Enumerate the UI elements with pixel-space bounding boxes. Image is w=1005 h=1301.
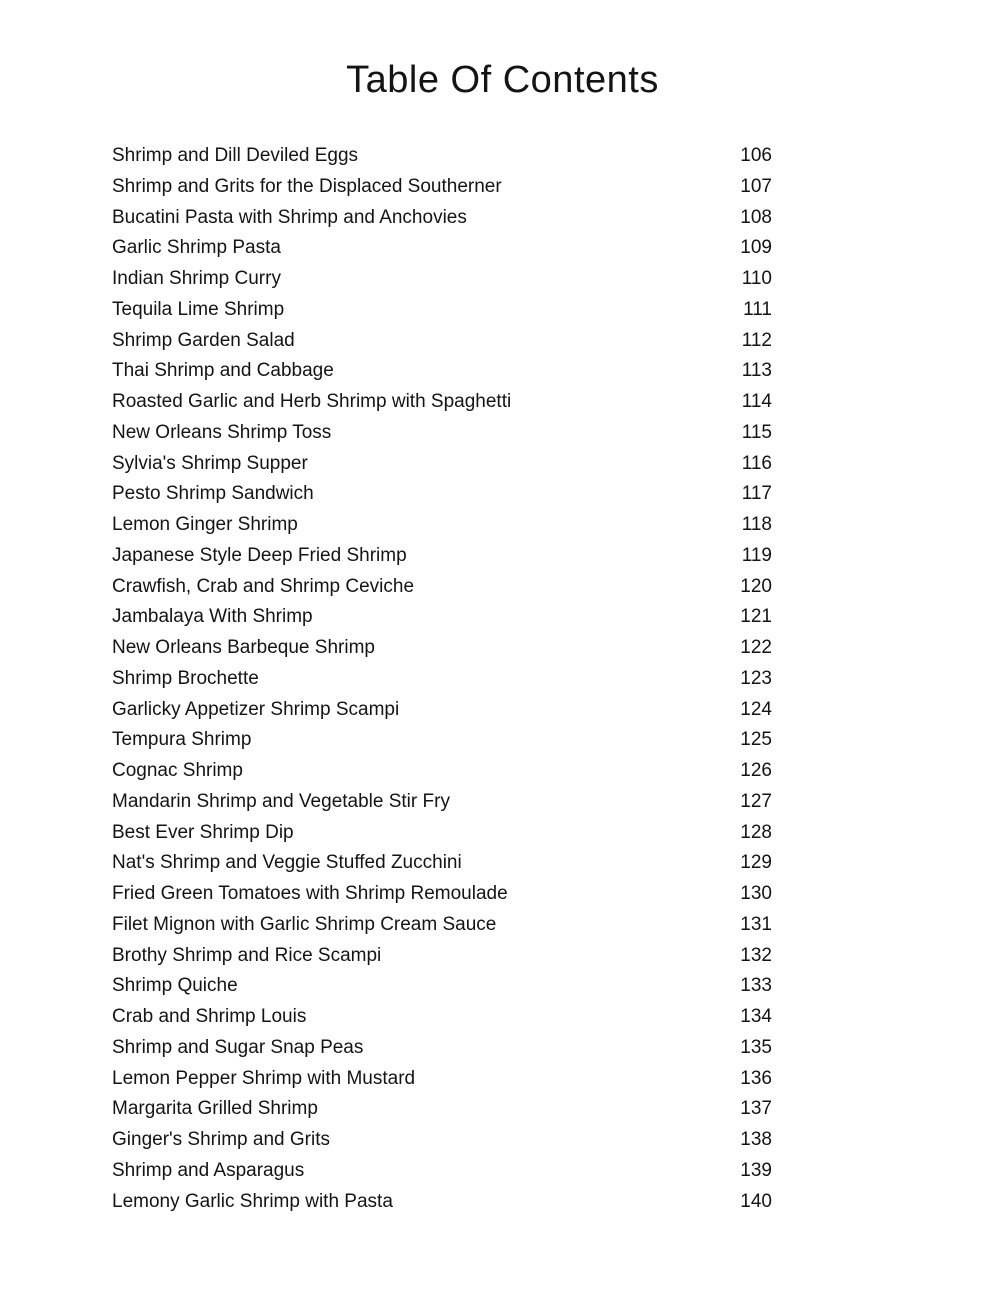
recipe-title: Garlic Shrimp Pasta bbox=[112, 237, 281, 259]
toc-row bbox=[112, 356, 772, 387]
page-number: 134 bbox=[740, 1006, 772, 1027]
recipe-title: Shrimp Garden Salad bbox=[112, 329, 295, 351]
recipe-title: Lemon Ginger Shrimp bbox=[112, 514, 298, 535]
page-number: 138 bbox=[740, 1129, 772, 1150]
recipe-title: Thai Shrimp and Cabbage bbox=[112, 360, 334, 382]
page-number: 140 bbox=[740, 1190, 772, 1212]
page-number: 110 bbox=[741, 268, 772, 289]
page-number: 114 bbox=[741, 391, 772, 412]
toc-row bbox=[112, 541, 772, 572]
toc-row bbox=[112, 479, 772, 510]
recipe-title: Tequila Lime Shrimp bbox=[112, 298, 285, 320]
page-number: 129 bbox=[740, 852, 772, 874]
toc-row bbox=[112, 510, 772, 541]
page-number: 127 bbox=[740, 790, 772, 812]
recipe-title: Crab and Shrimp Louis bbox=[112, 1006, 307, 1027]
toc-row bbox=[112, 387, 772, 418]
recipe-title: Shrimp and Grits for the Displaced Southerner bbox=[112, 175, 502, 197]
page-number: 112 bbox=[741, 329, 772, 351]
page-number: 109 bbox=[740, 237, 772, 259]
toc-row bbox=[112, 172, 772, 203]
page-number: 118 bbox=[741, 514, 772, 535]
toc-row bbox=[112, 1033, 772, 1064]
recipe-title: Lemony Garlic Shrimp with Pasta bbox=[112, 1190, 393, 1212]
toc-row bbox=[112, 910, 772, 941]
page-number: 107 bbox=[740, 175, 772, 197]
page-number: 116 bbox=[741, 452, 772, 474]
page-number: 115 bbox=[741, 421, 772, 443]
page-number: 137 bbox=[740, 1098, 772, 1120]
page-number: 124 bbox=[740, 698, 772, 720]
recipe-title: Pesto Shrimp Sandwich bbox=[112, 483, 314, 505]
recipe-title: Bucatini Pasta with Shrimp and Anchovies bbox=[112, 206, 467, 228]
recipe-title: Shrimp Brochette bbox=[112, 667, 259, 689]
toc-row bbox=[112, 664, 772, 695]
recipe-title: Crawfish, Crab and Shrimp Ceviche bbox=[112, 575, 415, 597]
toc-row bbox=[112, 695, 772, 726]
toc-row bbox=[112, 141, 772, 172]
toc-row bbox=[112, 1125, 772, 1156]
recipe-title: Tempura Shrimp bbox=[112, 729, 252, 751]
recipe-title: Fried Green Tomatoes with Shrimp Remoulade bbox=[112, 883, 508, 904]
toc-list bbox=[112, 141, 772, 1217]
page-number: 126 bbox=[740, 760, 772, 781]
recipe-title: Garlicky Appetizer Shrimp Scampi bbox=[112, 698, 400, 720]
toc-row bbox=[112, 1002, 772, 1033]
recipe-title: Shrimp and Asparagus bbox=[112, 1159, 305, 1181]
page-number: 106 bbox=[740, 145, 772, 166]
recipe-title: Brothy Shrimp and Rice Scampi bbox=[112, 944, 382, 966]
toc-row bbox=[112, 941, 772, 972]
recipe-title: Lemon Pepper Shrimp with Mustard bbox=[112, 1067, 416, 1089]
toc-row bbox=[112, 264, 772, 295]
page-number: 108 bbox=[740, 206, 772, 228]
page-number: 133 bbox=[740, 975, 772, 997]
recipe-title: Best Ever Shrimp Dip bbox=[112, 821, 294, 843]
toc-row bbox=[112, 326, 772, 357]
toc-row bbox=[112, 725, 772, 756]
toc-row bbox=[112, 233, 772, 264]
recipe-title: Jambalaya With Shrimp bbox=[112, 606, 313, 628]
page-number: 132 bbox=[740, 944, 772, 966]
toc-row bbox=[112, 295, 772, 326]
recipe-title: Indian Shrimp Curry bbox=[112, 268, 281, 289]
toc-row bbox=[112, 449, 772, 480]
recipe-title: New Orleans Barbeque Shrimp bbox=[112, 637, 375, 658]
toc-row bbox=[112, 1187, 772, 1218]
toc-row bbox=[112, 818, 772, 849]
toc-row bbox=[112, 203, 772, 234]
page-number: 111 bbox=[743, 298, 772, 320]
page-number: 122 bbox=[740, 637, 772, 658]
page-number: 130 bbox=[740, 883, 772, 904]
toc-row bbox=[112, 879, 772, 910]
page-number: 125 bbox=[740, 729, 772, 751]
page-number: 136 bbox=[740, 1067, 772, 1089]
page-number: 139 bbox=[740, 1159, 772, 1181]
page-number: 135 bbox=[740, 1036, 772, 1058]
page-number: 117 bbox=[741, 483, 772, 505]
toc-row bbox=[112, 971, 772, 1002]
toc-row bbox=[112, 1156, 772, 1187]
toc-row bbox=[112, 633, 772, 664]
toc-row bbox=[112, 756, 772, 787]
recipe-title: Cognac Shrimp bbox=[112, 760, 243, 781]
recipe-title: Roasted Garlic and Herb Shrimp with Spaghetti bbox=[112, 391, 512, 412]
toc-row bbox=[112, 602, 772, 633]
recipe-title: Shrimp and Dill Deviled Eggs bbox=[112, 145, 359, 166]
recipe-title: Shrimp and Sugar Snap Peas bbox=[112, 1036, 364, 1058]
toc-row bbox=[112, 418, 772, 449]
page-number: 123 bbox=[740, 667, 772, 689]
recipe-title: Sylvia's Shrimp Supper bbox=[112, 452, 308, 474]
page-number: 120 bbox=[740, 575, 772, 597]
recipe-title: New Orleans Shrimp Toss bbox=[112, 421, 332, 443]
recipe-title: Shrimp Quiche bbox=[112, 975, 238, 997]
page-number: 119 bbox=[741, 544, 772, 566]
toc-row bbox=[112, 848, 772, 879]
recipe-title: Nat's Shrimp and Veggie Stuffed Zucchini bbox=[112, 852, 462, 874]
recipe-title: Filet Mignon with Garlic Shrimp Cream Sauce bbox=[112, 913, 497, 935]
recipe-title: Ginger's Shrimp and Grits bbox=[112, 1129, 330, 1150]
toc-row bbox=[112, 1094, 772, 1125]
page-title: Table Of Contents bbox=[346, 59, 659, 101]
toc-row bbox=[112, 572, 772, 603]
recipe-title: Mandarin Shrimp and Vegetable Stir Fry bbox=[112, 790, 450, 812]
toc-row bbox=[112, 787, 772, 818]
toc-row bbox=[112, 1064, 772, 1095]
page-number: 113 bbox=[741, 360, 772, 382]
page-number: 131 bbox=[740, 913, 772, 935]
recipe-title: Margarita Grilled Shrimp bbox=[112, 1098, 318, 1120]
recipe-title: Japanese Style Deep Fried Shrimp bbox=[112, 544, 407, 566]
page-number: 128 bbox=[740, 821, 772, 843]
page-number: 121 bbox=[740, 606, 772, 628]
